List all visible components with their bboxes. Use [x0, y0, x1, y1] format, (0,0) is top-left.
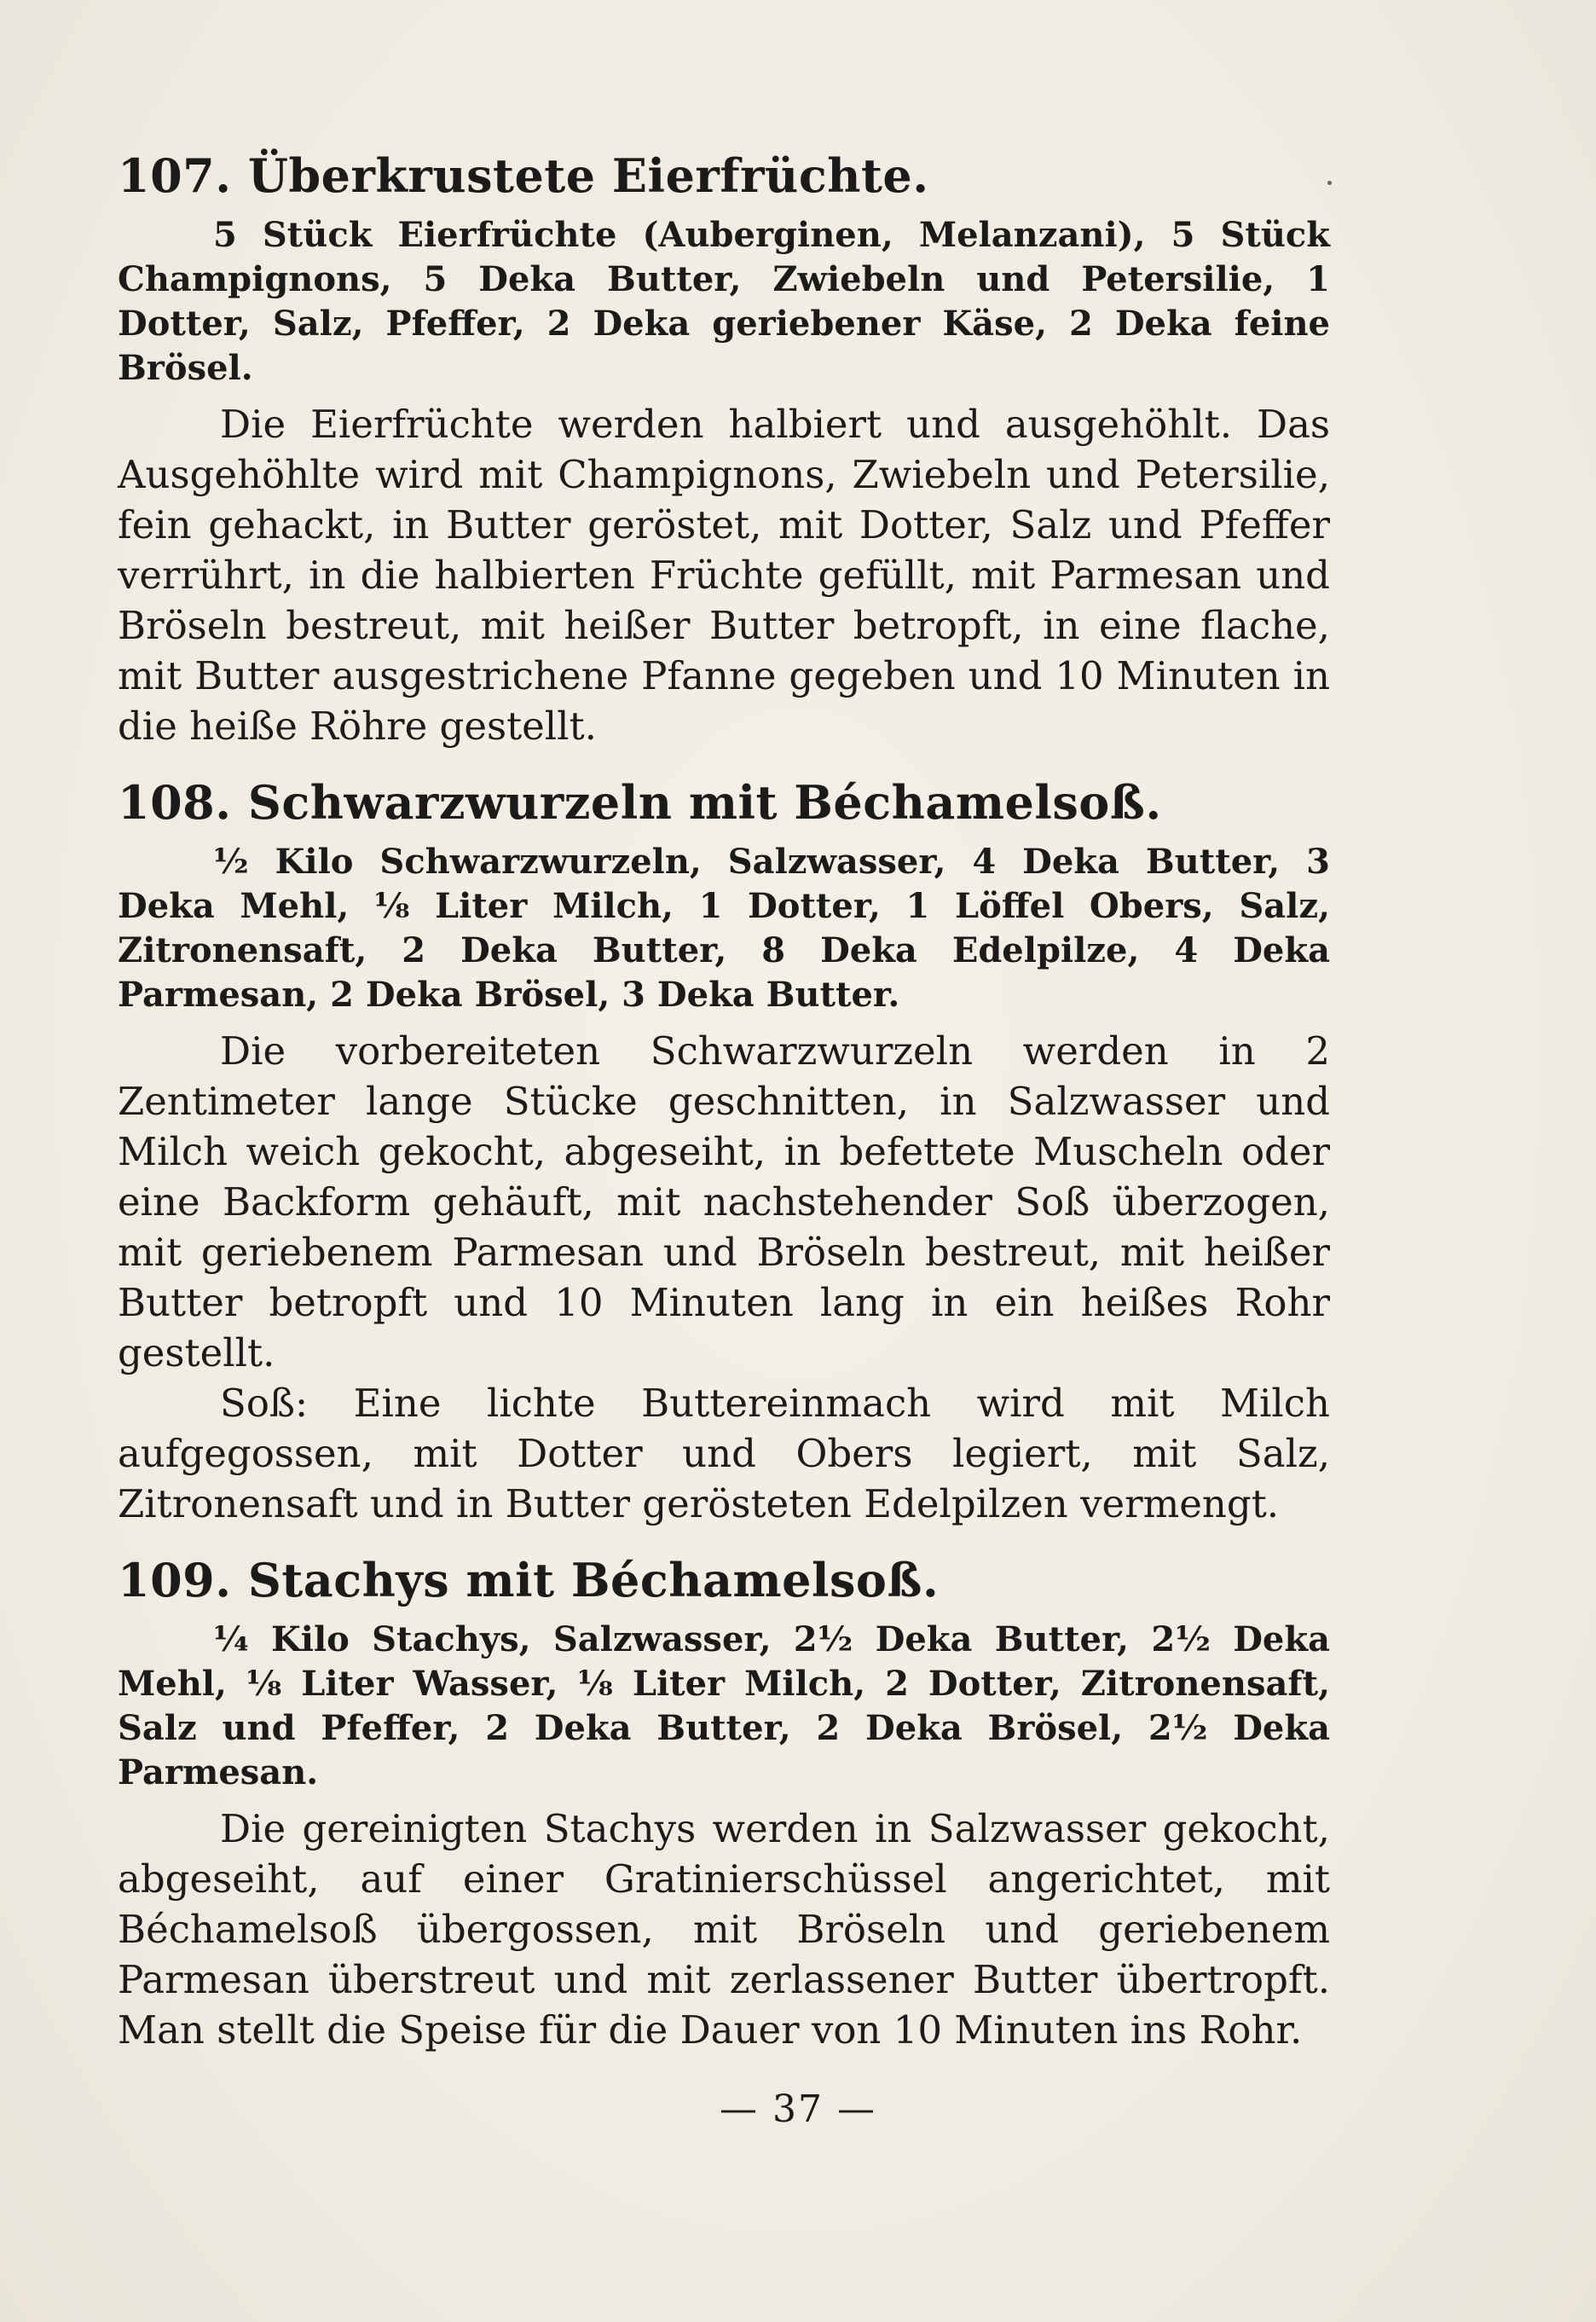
- recipe-title: 108. Schwarzwurzeln mit Béchamelsoß.: [118, 775, 1162, 830]
- recipe-title: 107. Überkrustete Eierfrüchte.: [118, 148, 929, 203]
- recipe-109: [118, 1549, 1330, 2055]
- sauce-paragraph: Soß: Eine lichte Buttereinmach wird mit Milch aufgegossen, mit Dotter und Obers legiert, mit Salz, Zitronensaft und in Butter gerösteten Edelpilzen vermengt.: [118, 1381, 1330, 1526]
- ingredients-list: 5 Stück Eierfrüchte (Auberginen, Melanzani), 5 Stück Champignons, 5 Deka Butter, Zwiebeln und Petersilie, 1 Dotter, Salz, Pfeffer, 2 Deka geriebener Käse, 2 Deka feine Brösel.: [118, 215, 1330, 388]
- page-number: — 37 —: [720, 2087, 876, 2131]
- instructions-paragraph: Die vorbereiteten Schwarzwurzeln werden in 2 Zentimeter lange Stücke geschnitten, in Salzwasser und Milch weich gekocht, abgeseiht, in befettete Muscheln oder eine Backform gehäuft, mit nachstehender Soß überzogen, mit geriebenem Parmesan und Bröseln bestreut, mit heißer Butter betropft und 10 Minuten lang in ein heißes Rohr gestellt.: [118, 1028, 1330, 1375]
- instructions-paragraph: Die gereinigten Stachys werden in Salzwasser gekocht, abgeseiht, auf einer Gratinierschüssel angerichtet, mit Béchamelsoß übergossen, mit Bröseln und geriebenem Parmesan überstreut und mit zerlassener Butter übertropft. Man stellt die Speise für die Dauer von 10 Minuten ins Rohr.: [118, 1806, 1330, 2053]
- instructions-paragraph: Die Eierfrüchte werden halbiert und ausgehöhlt. Das Ausgehöhlte wird mit Champignons, Zwiebeln und Petersilie, fein gehackt, in Butter geröstet, mit Dotter, Salz und Pfeffer verrührt, in die halbierten Früchte gefüllt, mit Parmesan und Bröseln bestreut, mit heißer Butter betropft, in eine flache, mit Butter ausgestrichene Pfanne gegeben und 10 Minuten in die heiße Röhre gestellt.: [118, 402, 1330, 749]
- page-content: [118, 145, 1330, 2076]
- ingredients-list: ½ Kilo Schwarzwurzeln, Salzwasser, 4 Deka Butter, 3 Deka Mehl, ⅛ Liter Milch, 1 Dotter, 1 Löffel Obers, Salz, Zitronensaft, 2 Deka Butter, 8 Deka Edelpilze, 4 Deka Parmesan, 2 Deka Brösel, 3 Deka Butter.: [118, 842, 1330, 1015]
- recipe-107: [118, 145, 1330, 751]
- ingredients-list: ¼ Kilo Stachys, Salzwasser, 2½ Deka Butter, 2½ Deka Mehl, ⅛ Liter Wasser, ⅛ Liter Milch, 2 Dotter, Zitronensaft, Salz und Pfeffer, 2 Deka Butter, 2 Deka Brösel, 2½ Deka Parmesan.: [118, 1619, 1330, 1792]
- recipe-title: 109. Stachys mit Béchamelsoß.: [118, 1553, 940, 1607]
- recipe-108: [118, 772, 1330, 1529]
